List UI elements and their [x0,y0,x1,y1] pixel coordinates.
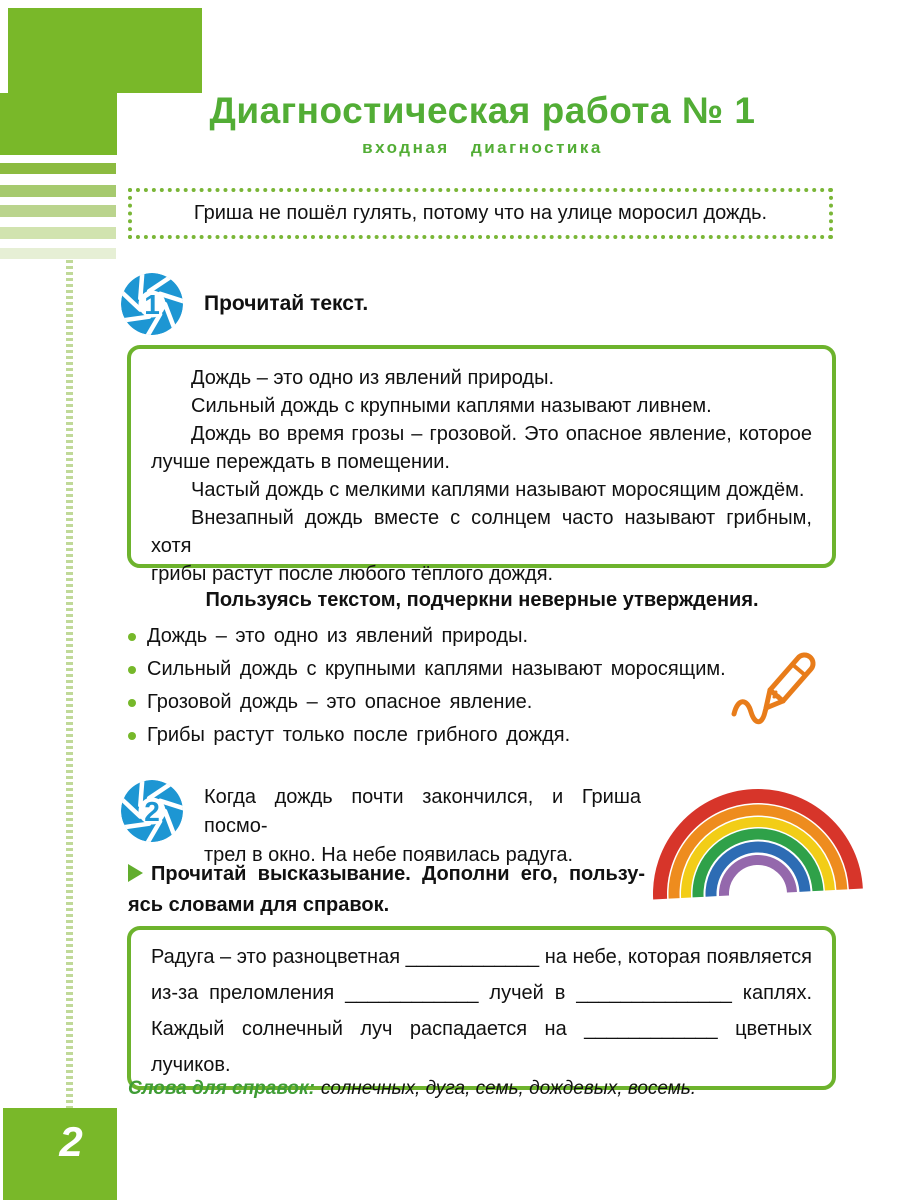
margin-stripe [0,185,116,197]
task-2-number: 2 [144,796,160,827]
task-2-intro [204,783,641,870]
statement-text: Дождь – это одно из явлений природы. [147,625,528,647]
margin-stripe [0,163,116,174]
page-number-block [3,1108,117,1200]
margin-stripe [0,227,116,239]
margin-stripe [0,248,116,259]
directive-line: ясь словами для справок. [128,894,390,916]
reading-line: Частый дождь с мелкими каплями называют моросящим дождём. [191,479,805,501]
statements-list [128,620,753,752]
pencil-scribble-icon [726,630,840,732]
task-2-directive [128,859,645,921]
page-title: Диагностическая работа № 1 [209,90,756,131]
corner-green-block-top [8,8,202,93]
reading-text-box [127,345,836,585]
task-2-header [120,779,641,870]
statement-item [128,686,753,719]
directive-text: Прочитай высказывание. Дополни его, пользу- [151,863,645,885]
rainbow-illustration [648,776,868,902]
statement-text: Сильный дождь с крупными каплями называют моросящим. [147,658,726,680]
reading-line: Дождь – это одно из явлений природы. [191,367,554,389]
bullet-dot-icon [128,666,136,674]
fill-line: Радуга – это разноцветная ____________ на небе, которая появляется [151,946,812,968]
reading-line: грибы растут после любого тёплого дождя. [151,563,554,585]
bullet-dot-icon [128,699,136,707]
intro-text: Гриша не пошёл гулять, потому что на улице моросил дождь. [193,202,768,224]
reading-line: Сильный дождь с крупными каплями называют ливнем. [191,395,712,417]
bullet-dot-icon [128,732,136,740]
reading-line: Внезапный дождь вместе с солнцем часто называют грибным, хотя [151,507,812,557]
arrow-right-icon [128,864,143,882]
reading-line: лучше переждать в помещении. [151,451,450,473]
reading-line: Дождь во время грозы – грозовой. Это опасное явление, которое [191,423,812,445]
statement-item [128,719,753,752]
reference-words [128,1078,836,1100]
margin-dashed-line [66,260,73,1108]
directive-line [128,859,645,890]
reference-label: Слова для справок: [128,1078,315,1099]
task-2-intro-line: Когда дождь почти закончился, и Гриша посмо- [204,786,641,837]
statement-item [128,653,753,686]
intro-box [128,188,833,239]
margin-stripe [0,205,116,217]
page-number: 2 [59,1118,83,1165]
page-header [130,90,835,158]
shutter-badge-1-icon [120,272,184,336]
statement-item [128,620,753,653]
task-1-label: Прочитай текст. [204,292,369,315]
reference-list: солнечных, дуга, семь, дождевых, восемь. [320,1078,697,1099]
page-subtitle: входная диагностика [362,138,603,157]
fill-line: Каждый солнечный луч распадается на ____________ цветных лучиков. [151,1018,812,1076]
fill-line: из-за преломления ____________ лучей в ______________ каплях. [151,982,812,1004]
statement-text: Грибы растут только после грибного дождя. [147,724,571,746]
statements-heading: Пользуясь текстом, подчеркни неверные утверждения. [205,589,759,611]
bullet-dot-icon [128,633,136,641]
corner-green-block-bottom [0,93,117,155]
task-1-header [120,272,368,336]
shutter-badge-2-icon [120,779,184,843]
task-1-number: 1 [144,289,160,320]
statement-text: Грозовой дождь – это опасное явление. [147,691,533,713]
task-2-intro-line: трел в окно. На небе появилась радуга. [204,844,574,866]
fill-in-box [127,926,836,1090]
